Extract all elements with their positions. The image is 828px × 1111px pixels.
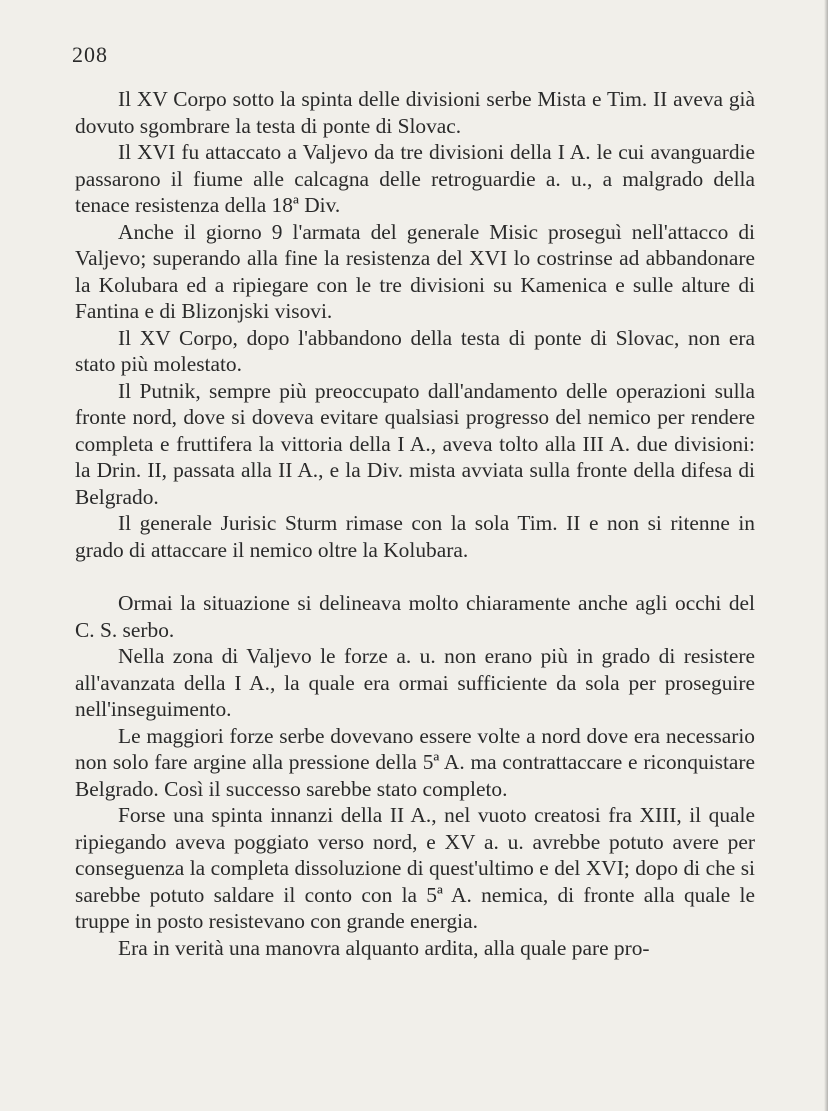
page-number: 208 <box>72 42 108 67</box>
paragraph-1: Il XV Corpo sotto la spinta delle divisioni serbe Mista e Tim. II aveva già dovuto sgombrare la testa di ponte di Slovac. <box>75 87 755 138</box>
paragraph-10: Forse una spinta innanzi della II A., nel vuoto creatosi fra XIII, il quale ripiegando aveva poggiato verso nord, e XV a. u. avrebbe potuto avere per conseguenza la completa dissoluzione di quest'ultimo e del XVI; dopo di che si sarebbe potuto saldare il conto con la 5ª A. nemica, di fronte alla quale le truppe in posto resistevano con grande energia. <box>75 803 755 933</box>
paragraph-9: Le maggiori forze serbe dovevano essere volte a nord dove era necessario non solo fare argine alla pressione della 5ª A. ma contrattaccare e riconquistare Belgrado. Così il successo sarebbe stato completo. <box>75 723 755 801</box>
paragraph-7: Ormai la situazione si delineava molto chiaramente anche agli occhi del C. S. serbo. <box>75 591 755 642</box>
paragraph-8: Nella zona di Valjevo le forze a. u. non erano più in grado di resistere all'avanzata della I A., la quale era ormai sufficiente da sola per proseguire nell'inseguimento. <box>75 644 755 721</box>
paragraph-4: Il XV Corpo, dopo l'abbandono della testa di ponte di Slovac, non era stato più molestato. <box>75 325 755 376</box>
body-text <box>75 86 755 961</box>
paragraph-5: Il Putnik, sempre più preoccupato dall'andamento delle operazioni sulla fronte nord, dove si doveva evitare qualsiasi progresso del nemico per rendere completa e fruttifera la vittoria della I A., aveva tolto alla III A. due divisioni: la Drin. II, passata alla II A., e la Div. mista avviata sulla fronte della difesa di Belgrado. <box>75 378 755 509</box>
paragraph-3: Anche il giorno 9 l'armata del generale Misic proseguì nell'attacco di Valjevo; superando alla fine la resistenza del XVI lo costrinse ad abbandonare la Kolubara ed a ripiegare con le tre divisioni su Kamenica e sulle alture di Fantina e di Blizonjski visovi. <box>75 219 755 323</box>
paragraph-6: Il generale Jurisic Sturm rimase con la sola Tim. II e non si ritenne in grado di attaccare il nemico oltre la Kolubara. <box>75 511 755 562</box>
paragraph-11: Era in verità una manovra alquanto ardita, alla quale pare pro- <box>118 935 650 960</box>
paragraph-2: Il XVI fu attaccato a Valjevo da tre divisioni della I A. le cui avanguardie passarono il fiume alle calcagna delle retroguardie a. u., a malgrado della tenace resistenza della 18ª Div. <box>75 140 755 217</box>
section-break <box>75 563 755 590</box>
page-edge-shadow <box>824 0 828 1111</box>
